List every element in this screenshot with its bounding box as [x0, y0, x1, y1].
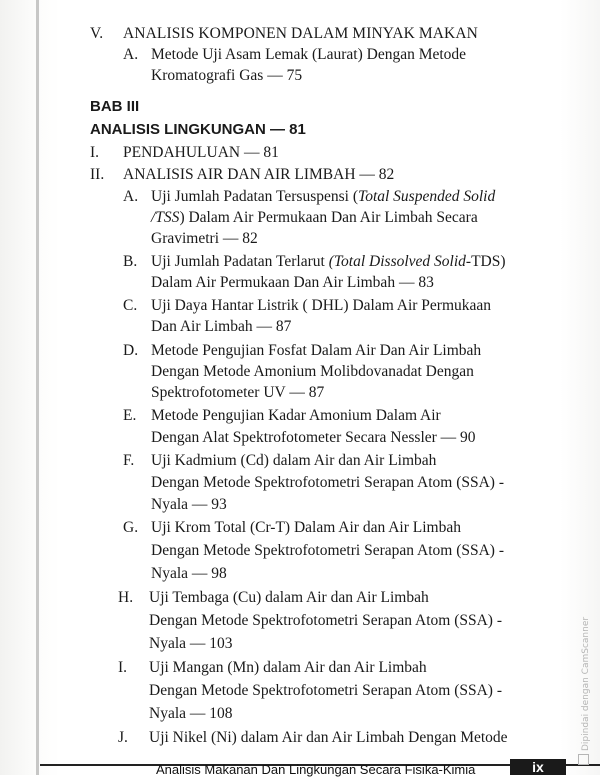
item-c-letter: C. [123, 297, 138, 314]
item-c-line1: Uji Daya Hantar Listrik ( DHL) Dalam Air Permukaan [151, 297, 492, 314]
item-h-line2: Dengan Metode Spektrofotometri Serapan Atom (SSA) - [149, 612, 502, 629]
item-a-line3: Gravimetri — 82 [151, 230, 258, 247]
item-f-line2: Dengan Metode Spektrofotometri Serapan Atom (SSA) - [151, 474, 504, 491]
item-v-a-letter: A. [123, 46, 139, 63]
item-g-line1: Uji Krom Total (Cr-T) Dalam Air dan Air Limbah [151, 519, 461, 536]
item-a-line1: Uji Jumlah Padatan Tersuspensi (Total Suspended Solid [151, 188, 496, 205]
item-i-line3: Nyala — 108 [149, 705, 233, 722]
item-h-line1: Uji Tembaga (Cu) dalam Air dan Air Limbah [149, 589, 429, 606]
item-d-line2: Dengan Metode Amonium Molibdovanadat Dengan [151, 363, 474, 380]
item-g-line3: Nyala — 98 [151, 565, 227, 582]
chapter-title: ANALISIS LINGKUNGAN — 81 [90, 121, 306, 138]
camscanner-icon [578, 754, 589, 765]
item-b-letter: B. [123, 253, 138, 270]
item-i-line1: Uji Mangan (Mn) dalam Air dan Air Limbah [149, 659, 427, 676]
item-h-line3: Nyala — 103 [149, 635, 233, 652]
item-c-line2: Dan Air Limbah — 87 [151, 318, 292, 335]
item-a-letter: A. [123, 188, 139, 205]
section-ii-number: II. [90, 166, 105, 183]
item-j-letter: J. [118, 729, 128, 746]
binding-shadow [36, 0, 39, 775]
item-h-letter: H. [118, 589, 134, 606]
chapter-label: BAB III [90, 98, 140, 115]
item-b-line2: Dalam Air Permukaan Dan Air Limbah — 83 [151, 274, 434, 291]
item-e-line1: Metode Pengujian Kadar Amonium Dalam Air [151, 407, 441, 424]
footer-book-title: Analisis Makanan Dan Lingkungan Secara Fisika-Kimia [156, 762, 476, 777]
item-e-letter: E. [123, 407, 137, 424]
item-i-line2: Dengan Metode Spektrofotometri Serapan Atom (SSA) - [149, 682, 502, 699]
scanner-watermark [578, 617, 591, 765]
item-e-line2: Dengan Alat Spektrofotometer Secara Nessler — 90 [151, 429, 476, 446]
section-ii-title: ANALISIS AIR DAN AIR LIMBAH — 82 [123, 166, 395, 183]
item-b-line1: Uji Jumlah Padatan Terlarut (Total Dissolved Solid-TDS) [151, 253, 506, 270]
section-v-number: V. [90, 25, 104, 42]
section-i-title: PENDAHULUAN — 81 [123, 144, 279, 161]
item-i-letter: I. [118, 659, 128, 676]
watermark-text: Dipindai dengan CamScanner [581, 616, 591, 751]
section-i-number: I. [90, 144, 100, 161]
item-d-line1: Metode Pengujian Fosfat Dalam Air Dan Air Limbah [151, 342, 482, 359]
item-d-line3: Spektrofotometer UV — 87 [151, 384, 325, 401]
section-v-title: ANALISIS KOMPONEN DALAM MINYAK MAKAN [123, 25, 478, 42]
item-v-a-line2: Kromatografi Gas — 75 [151, 67, 303, 84]
item-j-line1: Uji Nikel (Ni) dalam Air dan Air Limbah Dengan Metode [149, 729, 508, 746]
item-d-letter: D. [123, 342, 139, 359]
item-f-letter: F. [123, 452, 135, 469]
item-a-line2: /TSS) Dalam Air Permukaan Dan Air Limbah Secara [151, 209, 478, 226]
footer-page-number: ix [510, 759, 566, 775]
item-g-letter: G. [123, 519, 139, 536]
item-f-line3: Nyala — 93 [151, 496, 227, 513]
item-g-line2: Dengan Metode Spektrofotometri Serapan Atom (SSA) - [151, 542, 504, 559]
item-v-a-line1: Metode Uji Asam Lemak (Laurat) Dengan Metode [151, 46, 467, 63]
item-f-line1: Uji Kadmium (Cd) dalam Air dan Air Limbah [151, 452, 437, 469]
